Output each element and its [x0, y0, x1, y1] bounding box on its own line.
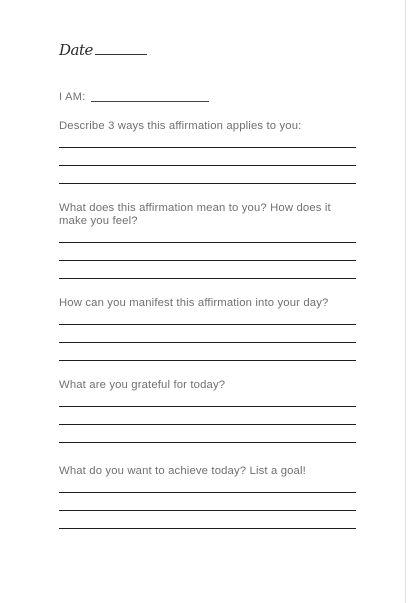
answer-line[interactable]	[59, 165, 356, 166]
date-write-line[interactable]	[95, 54, 147, 55]
answer-line[interactable]	[59, 424, 356, 425]
answer-line[interactable]	[59, 492, 356, 493]
answer-line[interactable]	[59, 360, 356, 361]
question-ways-applies: Describe 3 ways this affirmation applies to you:	[59, 120, 302, 132]
answer-line[interactable]	[59, 406, 356, 407]
iam-label: I AM:	[59, 91, 86, 103]
answer-line[interactable]	[59, 528, 356, 529]
answer-line[interactable]	[59, 510, 356, 511]
date-row	[59, 38, 147, 58]
question-grateful: What are you grateful for today?	[59, 379, 226, 391]
answer-line[interactable]	[59, 147, 356, 148]
iam-write-line[interactable]	[91, 101, 209, 102]
question-achieve-goal: What do you want to achieve today? List a goal!	[59, 465, 306, 477]
iam-row	[59, 91, 209, 104]
question-meaning: What does this affirmation mean to you? How does it make you feel?	[59, 202, 331, 227]
answer-line[interactable]	[59, 242, 356, 243]
date-label: Date	[59, 41, 93, 59]
answer-line[interactable]	[59, 342, 356, 343]
section-meaning	[59, 202, 356, 282]
answer-line[interactable]	[59, 278, 356, 279]
answer-line[interactable]	[59, 324, 356, 325]
answer-line[interactable]	[59, 183, 356, 184]
section-achieve-goal	[59, 465, 356, 533]
question-manifest: How can you manifest this affirmation into your day?	[59, 297, 329, 309]
section-grateful	[59, 379, 356, 447]
section-ways-applies	[59, 120, 356, 188]
section-manifest	[59, 297, 356, 365]
answer-line[interactable]	[59, 442, 356, 443]
answer-line[interactable]	[59, 260, 356, 261]
